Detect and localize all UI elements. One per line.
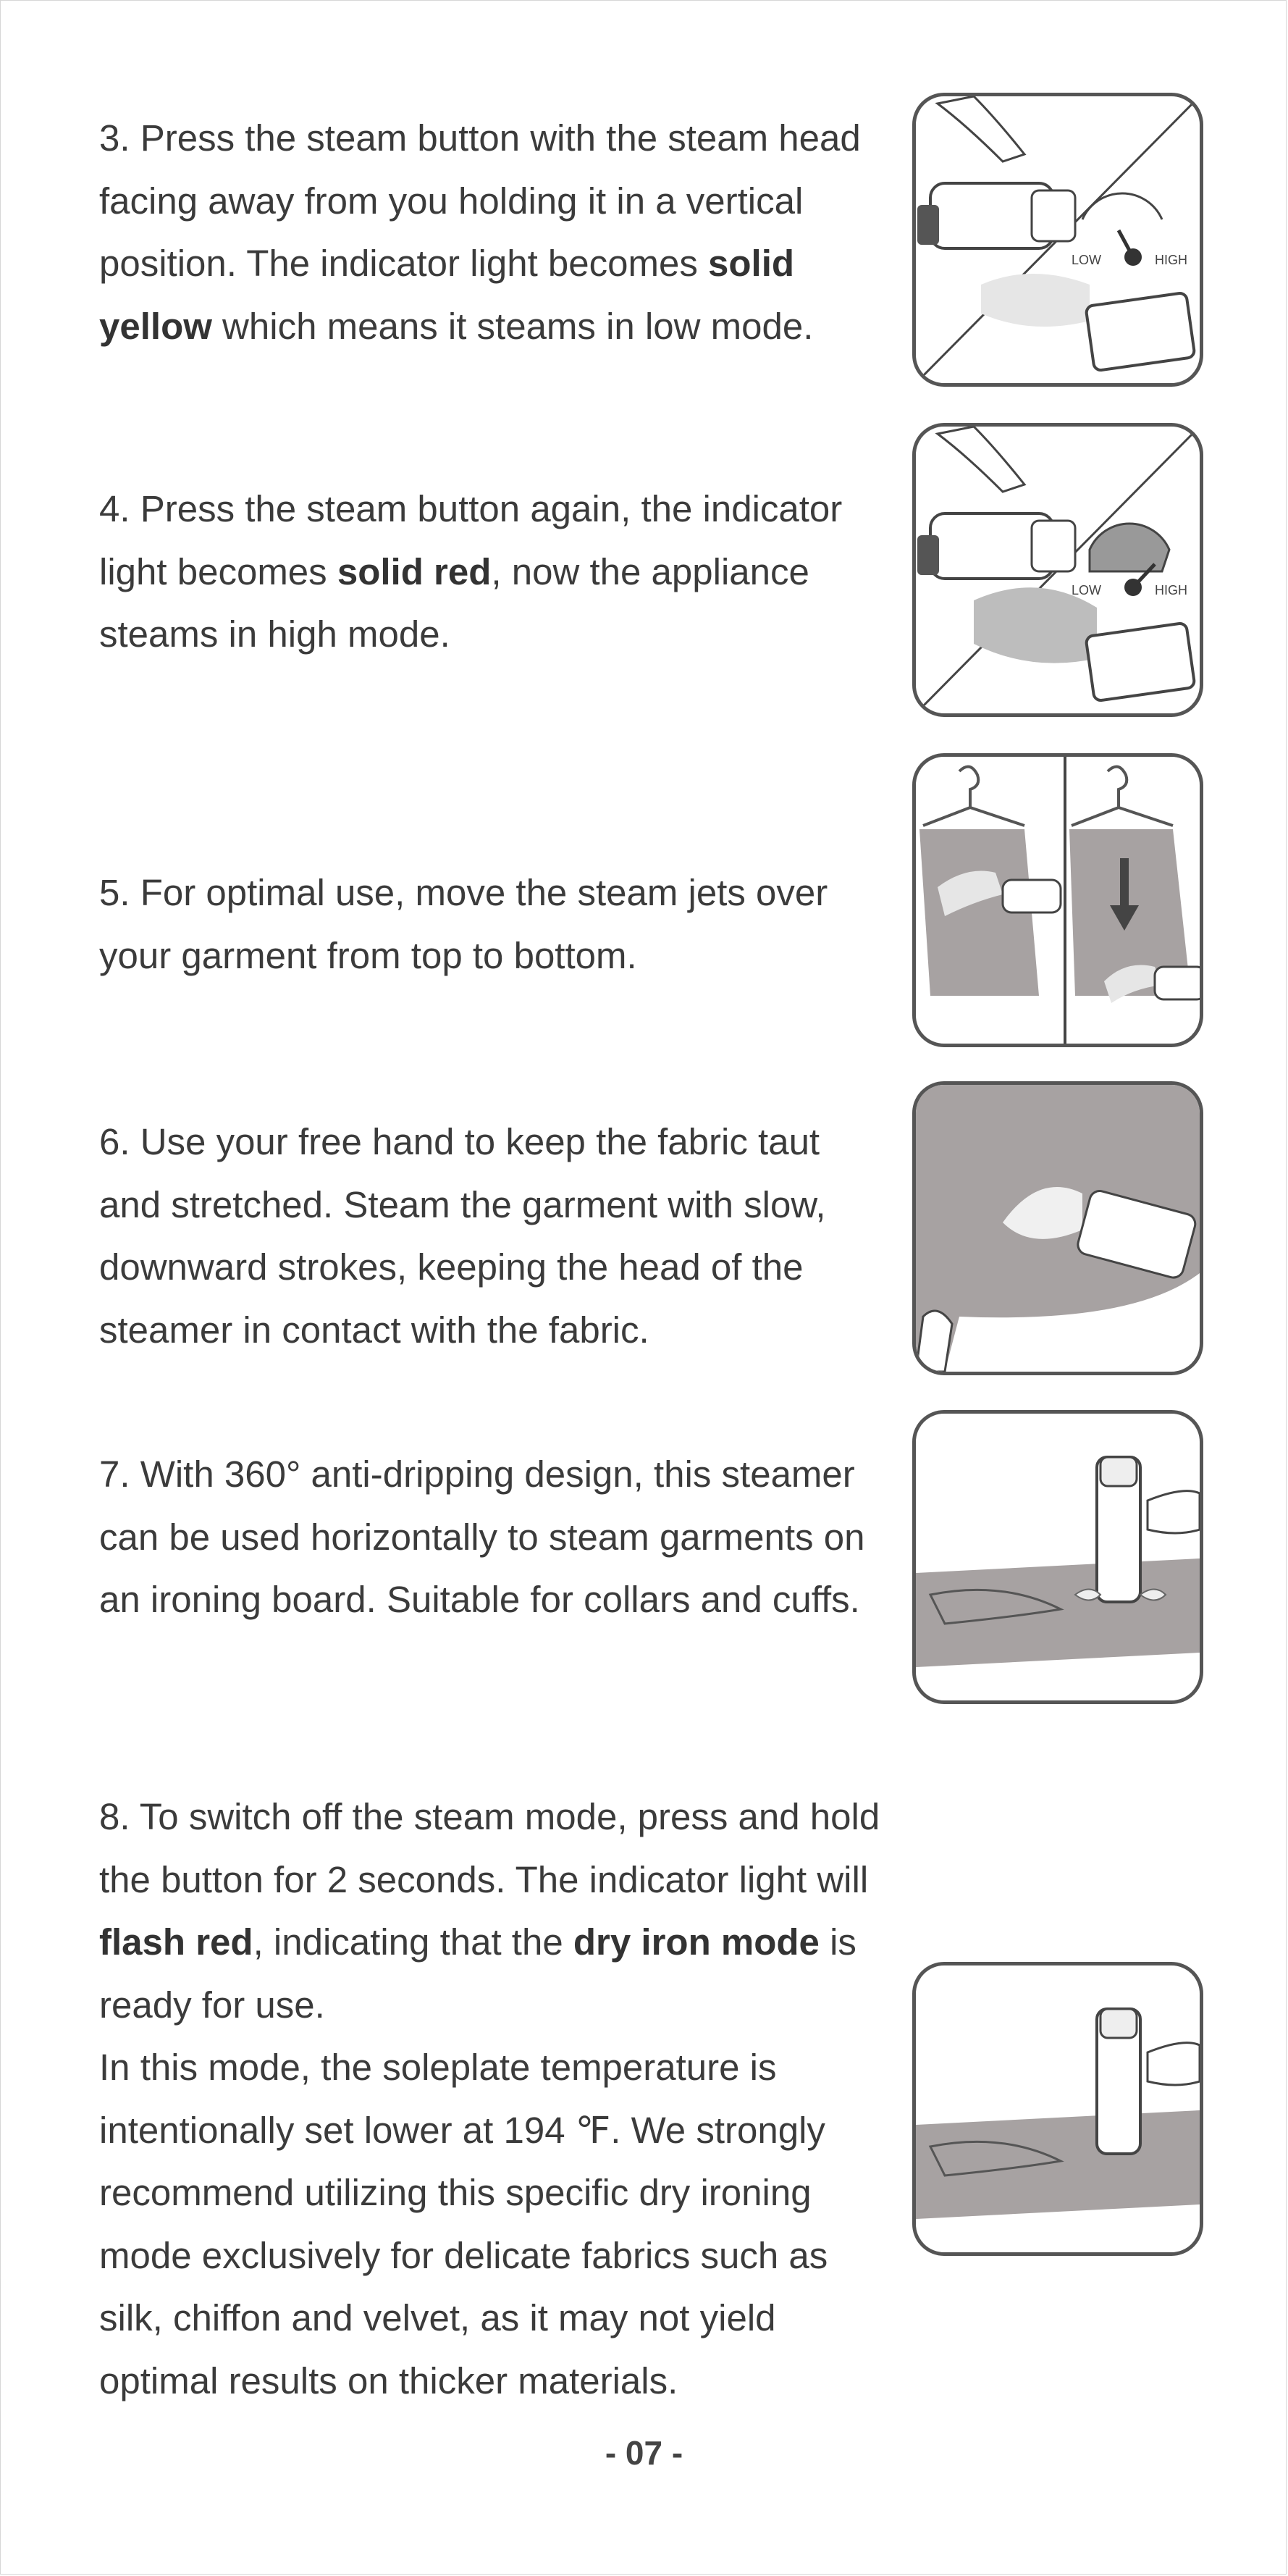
- illustration-step-7-horizontal-steaming: [912, 1410, 1203, 1704]
- step-3-text: [99, 107, 888, 358]
- svg-text:HIGH: HIGH: [1155, 253, 1187, 267]
- step-3-part-2: which means it steams in low mode.: [211, 305, 814, 347]
- fabric-steaming-icon: [916, 1085, 1200, 1372]
- page-number: - 07 -: [605, 2434, 683, 2472]
- steamer-low-mode-icon: [916, 96, 1200, 383]
- step-8-part-3: is ready for use.: [99, 1921, 856, 2026]
- step-8-part-2: , indicating that the: [253, 1921, 573, 1963]
- step-3-bold-solid-yellow: solid yellow: [99, 243, 795, 347]
- step-8-bold-flash-red: flash red: [99, 1921, 253, 1963]
- illustration-step-3-low-mode: [912, 93, 1203, 387]
- steamer-high-mode-icon: [916, 427, 1200, 713]
- svg-text:HIGH: HIGH: [1155, 583, 1187, 597]
- step-3-part-1: 3. Press the steam button with the steam head facing away from you holding it in a vertical position. The indicator light becomes: [99, 117, 861, 284]
- illustration-step-5-top-to-bottom: [912, 753, 1203, 1047]
- step-5-part-1: 5. For optimal use, move the steam jets over your garment from top to bottom.: [99, 872, 828, 976]
- step-4-bold-solid-red: solid red: [337, 550, 492, 592]
- illustration-step-8-dry-iron-mode: [912, 1962, 1203, 2256]
- step-4-part-2: , now the appliance steams in high mode.: [99, 550, 809, 655]
- step-4-text: [99, 478, 888, 666]
- step-7-part-1: 7. With 360° anti-dripping design, this steamer can be used horizontally to steam garments on an ironing board. Suitable for collars and cuffs.: [99, 1453, 865, 1620]
- step-5-text: [99, 862, 888, 987]
- step-6-text: [99, 1111, 888, 1362]
- illustration-step-4-high-mode: [912, 423, 1203, 717]
- step-4-part-1: 4. Press the steam button again, the indicator light becomes: [99, 488, 843, 592]
- ironing-board-steamer-icon: [916, 1414, 1200, 1700]
- svg-text:LOW: LOW: [1072, 253, 1102, 267]
- step-8-bold-dry-iron-mode: dry iron mode: [573, 1921, 820, 1963]
- illustration-step-6-taut-fabric: [912, 1081, 1203, 1375]
- step-8-part-1: 8. To switch off the steam mode, press and hold the button for 2 seconds. The indicator light will: [99, 1796, 880, 1900]
- garment-hanger-icon: [916, 757, 1200, 1044]
- step-7-text: [99, 1443, 888, 1632]
- step-6-part-1: 6. Use your free hand to keep the fabric taut and stretched. Steam the garment with slow, downward strokes, keeping the head of the steamer in contact with the fabric.: [99, 1121, 826, 1351]
- svg-text:LOW: LOW: [1072, 583, 1102, 597]
- step-8-text: [99, 1786, 888, 2412]
- dry-iron-mode-icon: [916, 1965, 1200, 2252]
- step-8-part-4: In this mode, the soleplate temperature is intentionally set lower at 194 ℉. We strongly recommend utilizing this specific dry ironing mode exclusively for delicate fabrics such as silk, chiffon and velvet, as it may not yield optimal results on thicker materials.: [99, 2047, 828, 2401]
